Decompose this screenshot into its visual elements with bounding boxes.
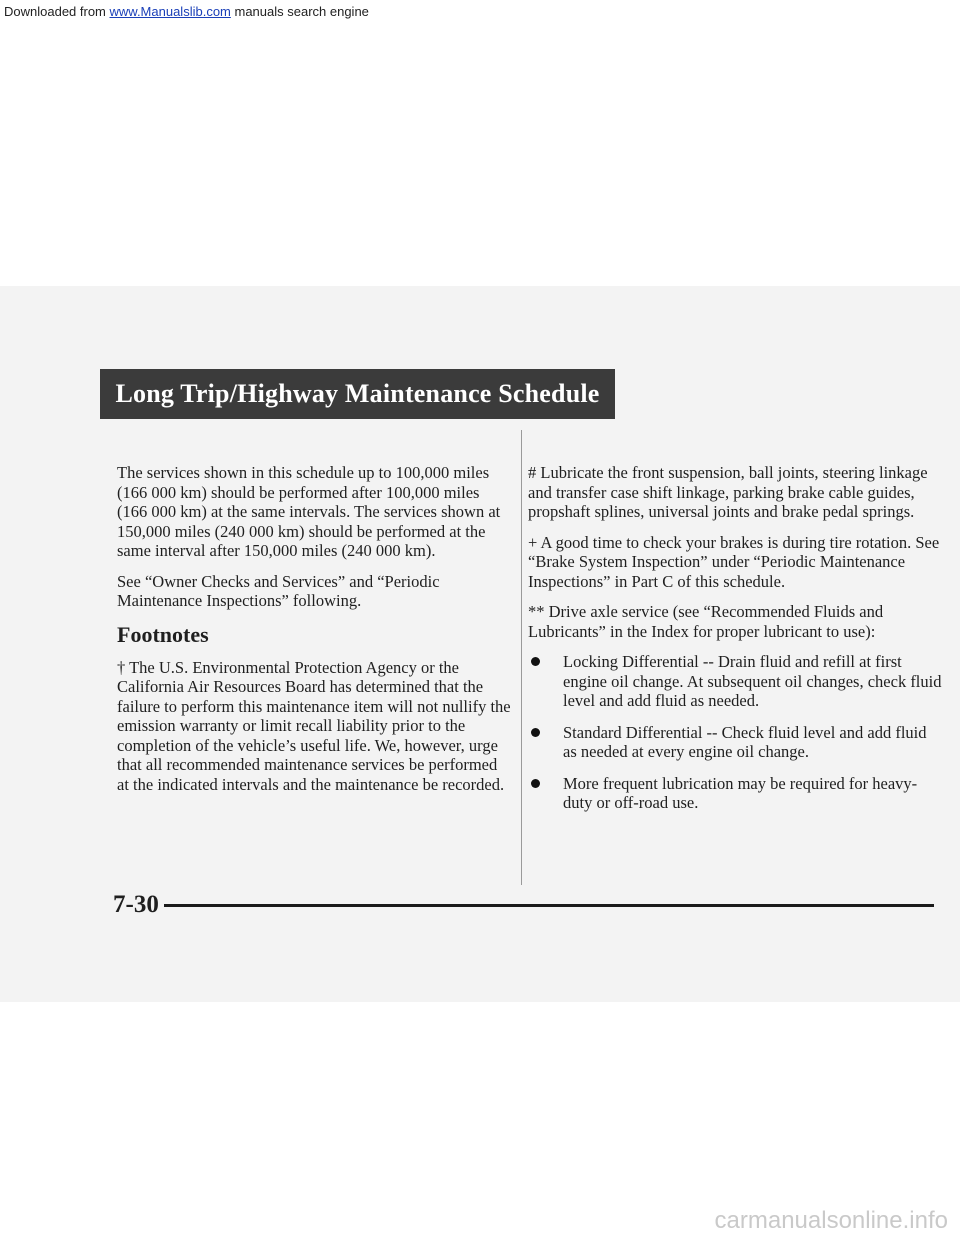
- download-source-watermark: [4, 4, 369, 20]
- watermark-prefix: Downloaded from: [4, 4, 110, 19]
- bullet-icon: [531, 779, 540, 788]
- bullet-icon: [531, 728, 540, 737]
- site-watermark: carmanualsonline.info: [714, 1207, 948, 1234]
- axle-service-list: [528, 652, 943, 813]
- manualslib-link[interactable]: www.Manualslib.com: [109, 4, 231, 19]
- plus-footnote: + A good time to check your brakes is during tire rotation. See “Brake System Inspection” under “Periodic Maintenance Inspections” in Part C of this schedule.: [528, 532, 940, 591]
- list-item: [528, 652, 943, 711]
- list-item-text: Standard Differential -- Check fluid level and add fluid as needed at every engine oil change.: [563, 722, 927, 761]
- see-also-paragraph: See “Owner Checks and Services” and “Periodic Maintenance Inspections” following.: [117, 571, 440, 610]
- right-column: [528, 463, 943, 825]
- page-number: 7-30: [113, 891, 159, 918]
- dagger-footnote: † The U.S. Environmental Protection Agency or the California Air Resources Board has determined that the failure to perform this maintenance item will not nullify the emission warranty or limit recall liability prior to the completion of the vehicle’s useful life. We, however, urge that all recommended maintenance services be performed at the indicated intervals and the maintenance be recorded.: [117, 657, 511, 794]
- intro-paragraph: The services shown in this schedule up to 100,000 miles (166 000 km) should be performed after 100,000 miles (166 000 km) at the same intervals. The services shown at 150,000 miles (240 000 km) should be performed at the same interval after 150,000 miles (240 000 km).: [117, 463, 501, 560]
- footer-rule: [164, 904, 934, 907]
- hash-footnote: # Lubricate the front suspension, ball joints, steering linkage and transfer case shift linkage, parking brake cable guides, propshaft splines, universal joints and brake pedal springs.: [528, 463, 928, 521]
- axle-footnote: ** Drive axle service (see “Recommended Fluids and Lubricants” in the Index for proper lubricant to use):: [528, 602, 884, 641]
- watermark-suffix: manuals search engine: [230, 4, 369, 19]
- list-item-text: Locking Differential -- Drain fluid and refill at first engine oil change. At subsequent oil changes, check fluid level and add fluid as needed.: [563, 652, 942, 710]
- list-item: [528, 774, 943, 813]
- list-item: [528, 723, 943, 762]
- footnotes-heading: Footnotes: [117, 621, 209, 647]
- bullet-icon: [531, 657, 540, 666]
- list-item-text: More frequent lubrication may be required for heavy-duty or off-road use.: [563, 773, 918, 812]
- page-title: Long Trip/Highway Maintenance Schedule: [100, 369, 615, 419]
- column-divider: [521, 430, 522, 885]
- left-column: [117, 463, 512, 805]
